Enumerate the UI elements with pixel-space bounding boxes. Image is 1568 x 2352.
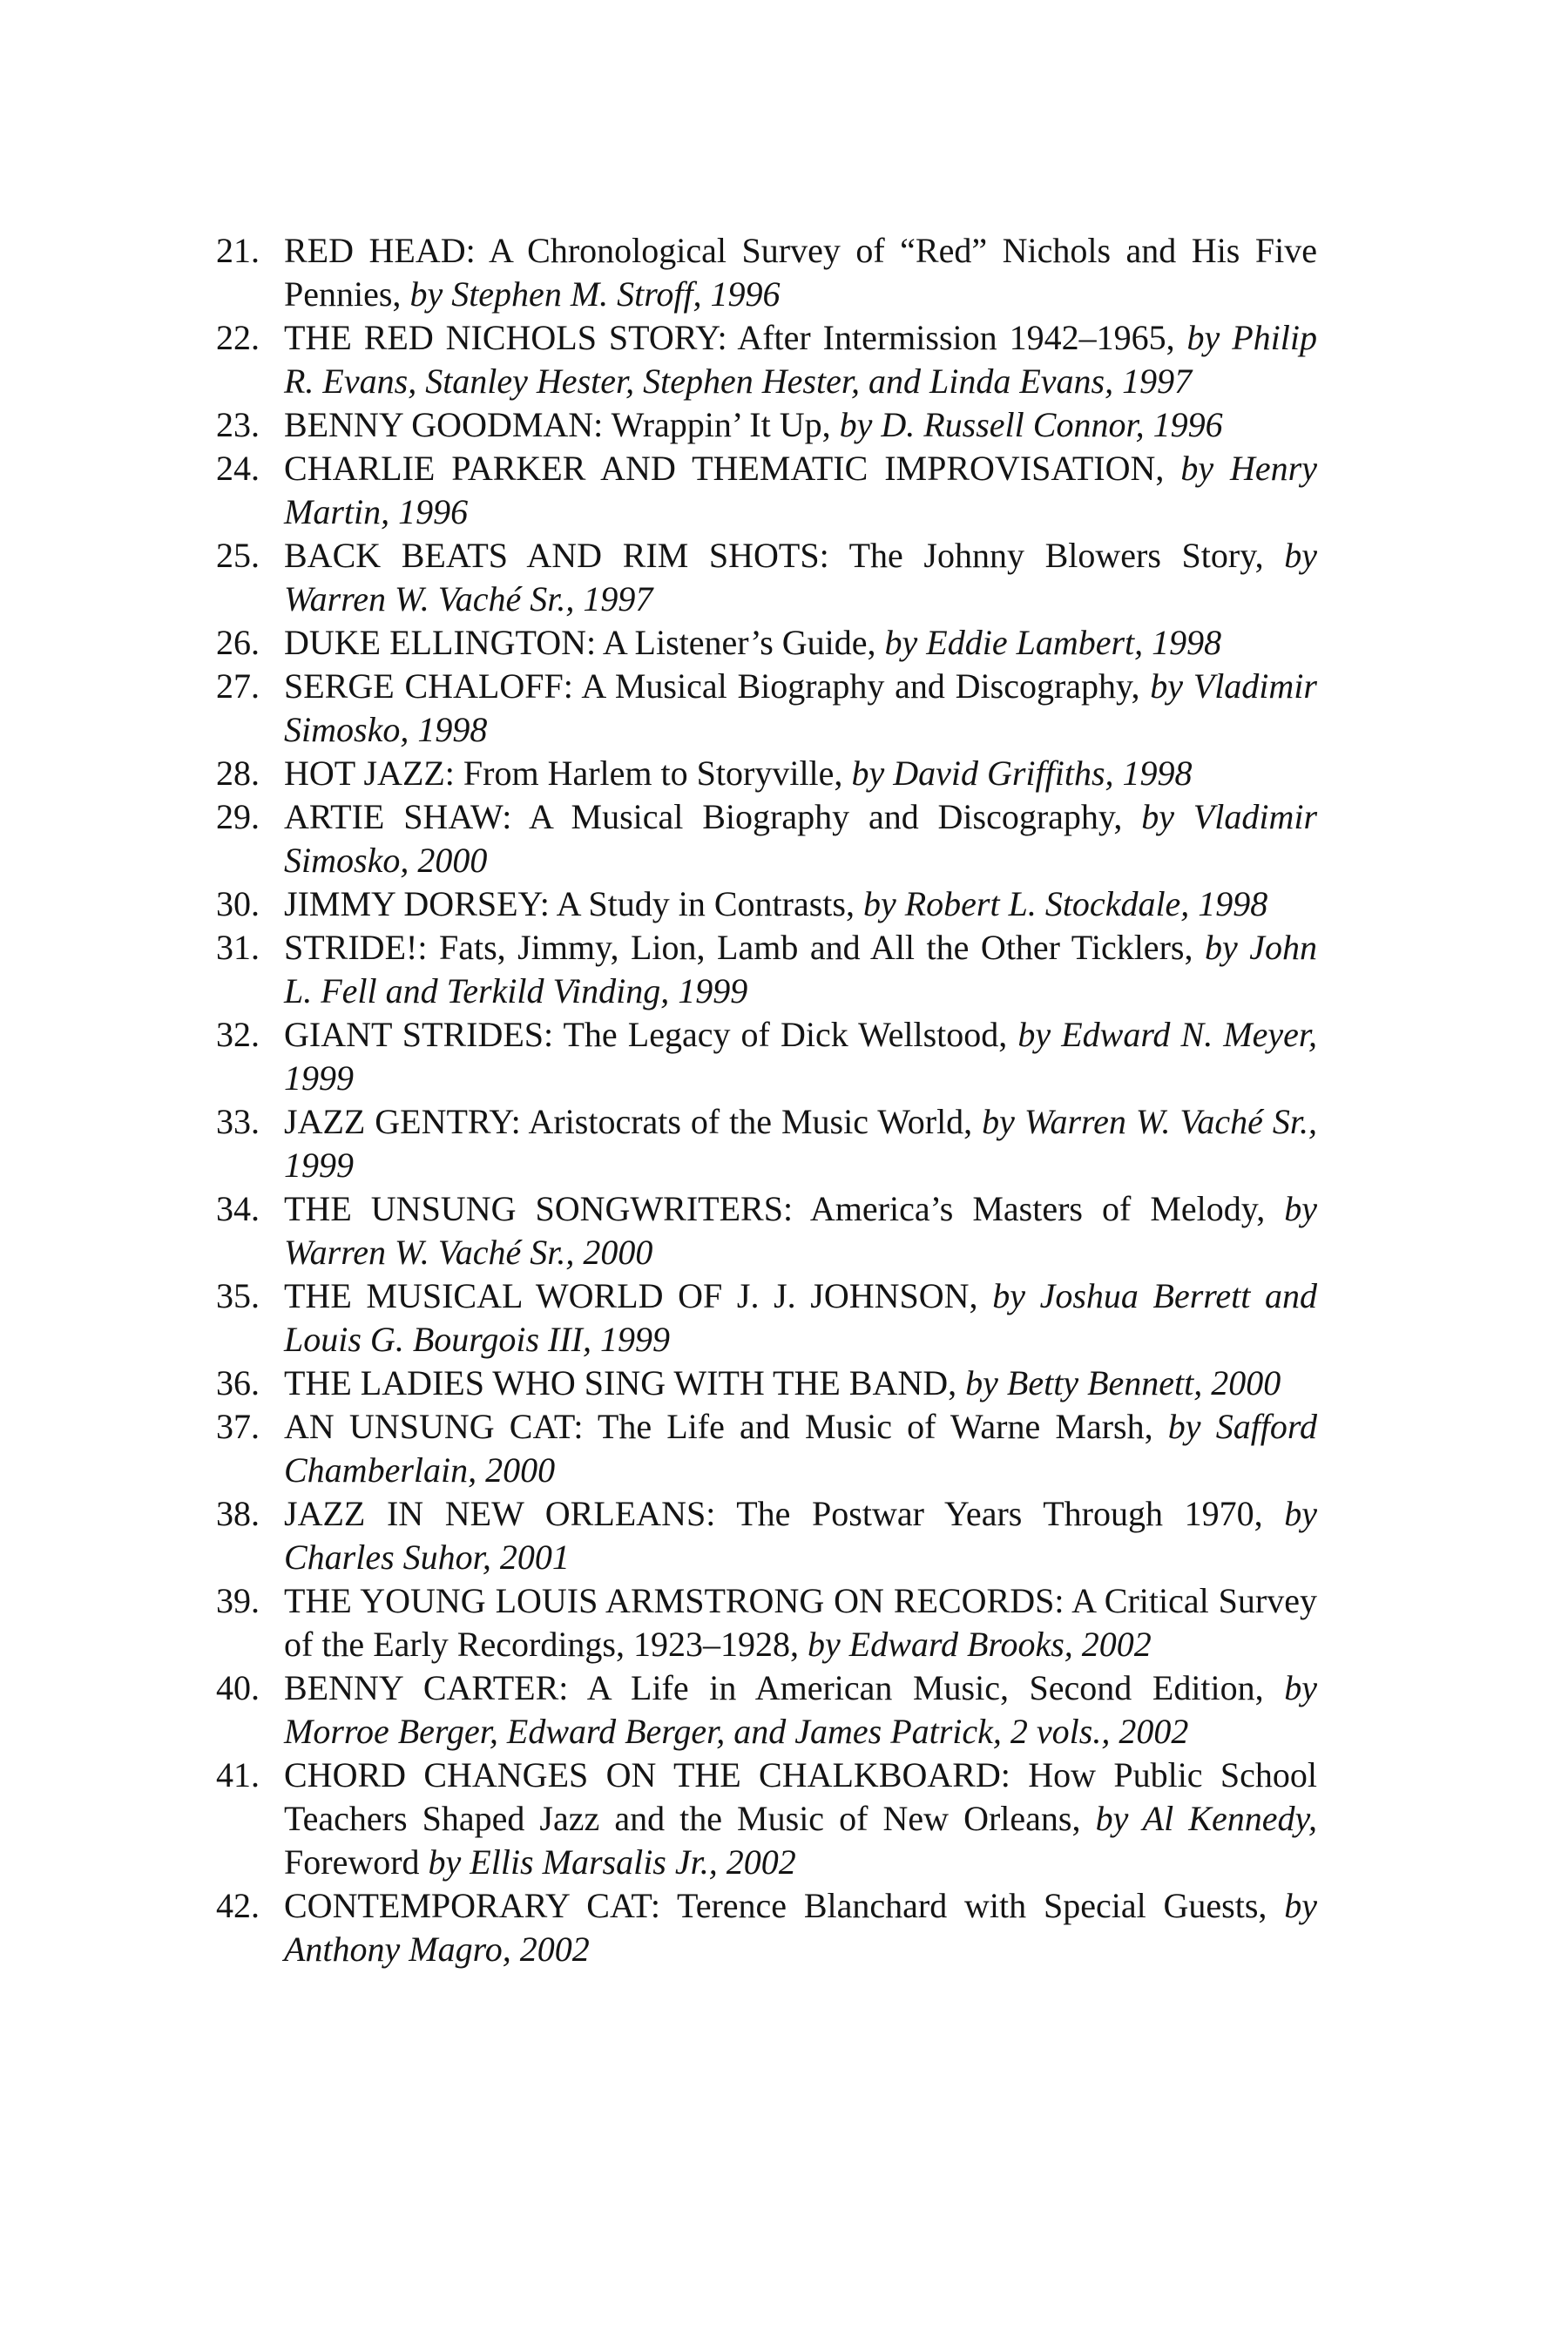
item-author: by Al Kennedy, — [1095, 1799, 1317, 1838]
item-author: by Safford Chamberlain, 2000 — [284, 1407, 1318, 1490]
item-number: 41. — [216, 1755, 260, 1794]
item-number: 28. — [216, 754, 260, 793]
list-item — [216, 403, 1317, 447]
item-title: BENNY CARTER: A Life in American Music, Second Edition, — [284, 1668, 1285, 1707]
item-title: SERGE CHALOFF: A Musical Biography and Discography, — [284, 666, 1151, 706]
item-author: by Morroe Berger, Edward Berger, and James Patrick, 2 vols., 2002 — [284, 1668, 1317, 1751]
item-title: THE YOUNG LOUIS ARMSTRONG ON RECORDS: A Critical Survey of the Early Recordings, 1923–1928, — [284, 1581, 1317, 1664]
list-item — [216, 795, 1317, 882]
item-title: JIMMY DORSEY: A Study in Contrasts, — [284, 884, 863, 923]
item-author: by Anthony Magro, 2002 — [284, 1886, 1317, 1969]
item-title: DUKE ELLINGTON: A Listener’s Guide, — [284, 623, 885, 662]
item-author: by Charles Suhor, 2001 — [284, 1494, 1317, 1577]
item-title: BENNY GOODMAN: Wrappin’ It Up, — [284, 405, 840, 444]
list-item — [216, 1884, 1317, 1971]
item-number: 35. — [216, 1276, 260, 1315]
item-number: 30. — [216, 884, 260, 923]
list-item — [216, 1405, 1317, 1492]
list-item — [216, 1013, 1317, 1100]
item-number: 22. — [216, 318, 260, 357]
item-title: ARTIE SHAW: A Musical Biography and Discography, — [284, 797, 1142, 836]
item-title: BACK BEATS AND RIM SHOTS: The Johnny Blowers Story, — [284, 536, 1285, 575]
item-title: CHORD CHANGES ON THE CHALKBOARD: How Public School Teachers Shaped Jazz and the Music of New Orleans, — [284, 1755, 1317, 1838]
item-number: 26. — [216, 623, 260, 662]
item-number: 24. — [216, 449, 260, 488]
item-number: 36. — [216, 1363, 260, 1402]
item-number: 38. — [216, 1494, 260, 1533]
list-item — [216, 447, 1317, 534]
item-number: 23. — [216, 405, 260, 444]
item-author: by Philip R. Evans, Stanley Hester, Stephen Hester, and Linda Evans, 1997 — [284, 318, 1318, 401]
list-item — [216, 1579, 1317, 1666]
item-title: STRIDE!: Fats, Jimmy, Lion, Lamb and All the Other Ticklers, — [284, 928, 1205, 967]
item-title: CHARLIE PARKER AND THEMATIC IMPROVISATION, — [284, 449, 1181, 488]
item-author: by Vladimir Simosko, 1998 — [284, 666, 1317, 749]
item-author: by Betty Bennett, 2000 — [965, 1363, 1281, 1402]
item-number: 21. — [216, 231, 260, 270]
item-title: AN UNSUNG CAT: The Life and Music of Warne Marsh, — [284, 1407, 1168, 1446]
item-number: 27. — [216, 666, 260, 706]
item-author: by Joshua Berrett and Louis G. Bourgois III, 1999 — [284, 1276, 1318, 1359]
list-item — [216, 1274, 1317, 1362]
list-item — [216, 316, 1317, 403]
item-title: THE UNSUNG SONGWRITERS: America’s Masters of Melody, — [284, 1189, 1285, 1228]
item-author: by Robert L. Stockdale, 1998 — [862, 884, 1268, 923]
list-item — [216, 534, 1317, 621]
list-item — [216, 1666, 1317, 1754]
list-item — [216, 229, 1317, 316]
list-item — [216, 752, 1317, 795]
item-number: 39. — [216, 1581, 260, 1620]
list-item — [216, 1187, 1317, 1274]
item-title: GIANT STRIDES: The Legacy of Dick Wellstood, — [284, 1015, 1018, 1054]
item-author: by Stephen M. Stroff, 1996 — [409, 274, 781, 314]
item-author: by Vladimir Simosko, 2000 — [284, 797, 1318, 880]
item-number: 25. — [216, 536, 260, 575]
item-author: by D. Russell Connor, 1996 — [839, 405, 1223, 444]
list-item — [216, 1100, 1317, 1187]
item-number: 31. — [216, 928, 260, 967]
item-title: THE LADIES WHO SING WITH THE BAND, — [284, 1363, 966, 1402]
item-number: 34. — [216, 1189, 260, 1228]
item-number: 32. — [216, 1015, 260, 1054]
item-author: by Henry Martin, 1996 — [284, 449, 1318, 531]
item-number: 40. — [216, 1668, 260, 1707]
item-author: by David Griffiths, 1998 — [851, 754, 1193, 793]
item-author: by Edward Brooks, 2002 — [808, 1625, 1152, 1664]
list-item — [216, 1492, 1317, 1579]
list-item — [216, 1754, 1317, 1884]
list-item — [216, 1362, 1317, 1405]
list-item — [216, 621, 1317, 665]
series-list — [216, 229, 1317, 1971]
list-item — [216, 926, 1317, 1013]
item-author: by John L. Fell and Terkild Vinding, 1999 — [284, 928, 1317, 1010]
item-number: 29. — [216, 797, 260, 836]
item-author: by Edward N. Meyer, 1999 — [284, 1015, 1317, 1098]
item-number: 33. — [216, 1102, 260, 1141]
item-number: 42. — [216, 1886, 260, 1925]
item-author: by Eddie Lambert, 1998 — [884, 623, 1222, 662]
item-title: JAZZ IN NEW ORLEANS: The Postwar Years Through 1970, — [284, 1494, 1285, 1533]
item-author: by Warren W. Vaché Sr., 1997 — [284, 536, 1317, 618]
item-foreword-label: Foreword — [284, 1842, 429, 1882]
item-title: JAZZ GENTRY: Aristocrats of the Music World, — [284, 1102, 983, 1141]
list-item — [216, 665, 1317, 752]
item-title: THE MUSICAL WORLD OF J. J. JOHNSON, — [284, 1276, 993, 1315]
item-author: by Warren W. Vaché Sr., 2000 — [284, 1189, 1317, 1272]
item-author: by Warren W. Vaché Sr., 1999 — [284, 1102, 1317, 1185]
item-title: HOT JAZZ: From Harlem to Storyville, — [284, 754, 852, 793]
item-title: THE RED NICHOLS STORY: After Intermission 1942–1965, — [284, 318, 1187, 357]
item-foreword-author: by Ellis Marsalis Jr., 2002 — [428, 1842, 796, 1882]
item-title: CONTEMPORARY CAT: Terence Blanchard with Special Guests, — [284, 1886, 1285, 1925]
item-number: 37. — [216, 1407, 260, 1446]
list-item — [216, 882, 1317, 926]
item-title: RED HEAD: A Chronological Survey of “Red” Nichols and His Five Pennies, — [284, 231, 1317, 314]
